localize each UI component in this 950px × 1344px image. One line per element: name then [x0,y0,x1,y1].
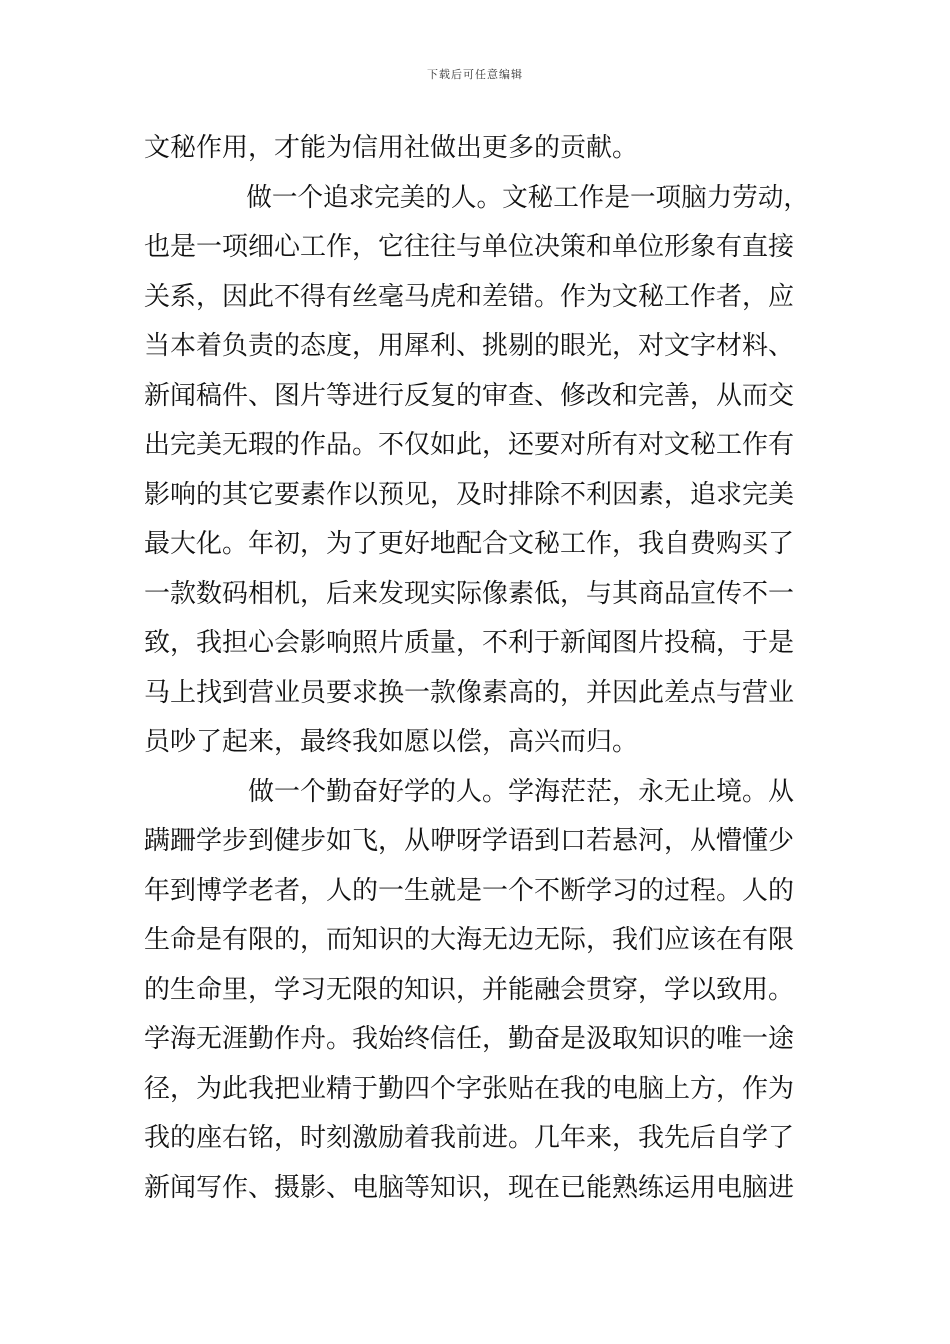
text-line: 文秘作用，才能为信用社做出更多的贡献。 [144,133,639,163]
text-line: 新闻写作、摄影、电脑等知识，现在已能熟练运用电脑进 [144,1172,795,1203]
text-line: 影响的其它要素作以预见，及时排除不利因素，追求完美 [144,479,795,510]
text-line: 致，我担心会影响照片质量，不利于新闻图片投稿，于是 [144,628,795,658]
text-line: 蹒跚学步到健步如飞，从咿呀学语到口若悬河，从懵懂少 [144,826,795,856]
text-line: 的生命里，学习无限的知识，并能融会贯穿，学以致用。 [144,974,795,1005]
text-line: 当本着负责的态度，用犀利、挑剔的眼光，对文字材料、 [144,331,795,361]
text-line: 员吵了起来，最终我如愿以偿，高兴而归。 [144,727,639,757]
text-line: 关系，因此不得有丝毫马虎和差错。作为文秘工作者，应 [144,281,795,312]
text-line: 径，为此我把业精于勤四个字张贴在我的电脑上方，作为 [144,1073,795,1104]
page-header: 下载后可任意编辑 [427,68,523,81]
paragraph-first-line: 做一个勤奋好学的人。学海茫茫，永无止境。从 [248,776,795,807]
text-line: 新闻稿件、图片等进行反复的审查、修改和完善，从而交 [144,380,795,411]
text-line: 最大化。年初，为了更好地配合文秘工作，我自费购买了 [144,529,795,559]
text-line: 生命是有限的，而知识的大海无边无际，我们应该在有限 [144,925,795,955]
text-line: 年到博学老者，人的一生就是一个不断学习的过程。人的 [144,875,795,906]
text-line: 马上找到营业员要求换一款像素高的，并因此差点与营业 [144,677,795,708]
document-body [144,124,809,1213]
text-line: 一款数码相机，后来发现实际像素低，与其商品宣传不一 [144,578,795,609]
text-line: 也是一项细心工作，它往往与单位决策和单位形象有直接 [144,232,795,262]
text-line: 学海无涯勤作舟。我始终信任，勤奋是汲取知识的唯一途 [144,1024,795,1054]
paragraph-first-line: 做一个追求完美的人。文秘工作是一项脑力劳动， [246,182,809,213]
text-line: 我的座右铭，时刻激励着我前进。几年来，我先后自学了 [144,1123,795,1153]
text-line: 出完美无瑕的作品。不仅如此，还要对所有对文秘工作有 [144,430,795,460]
